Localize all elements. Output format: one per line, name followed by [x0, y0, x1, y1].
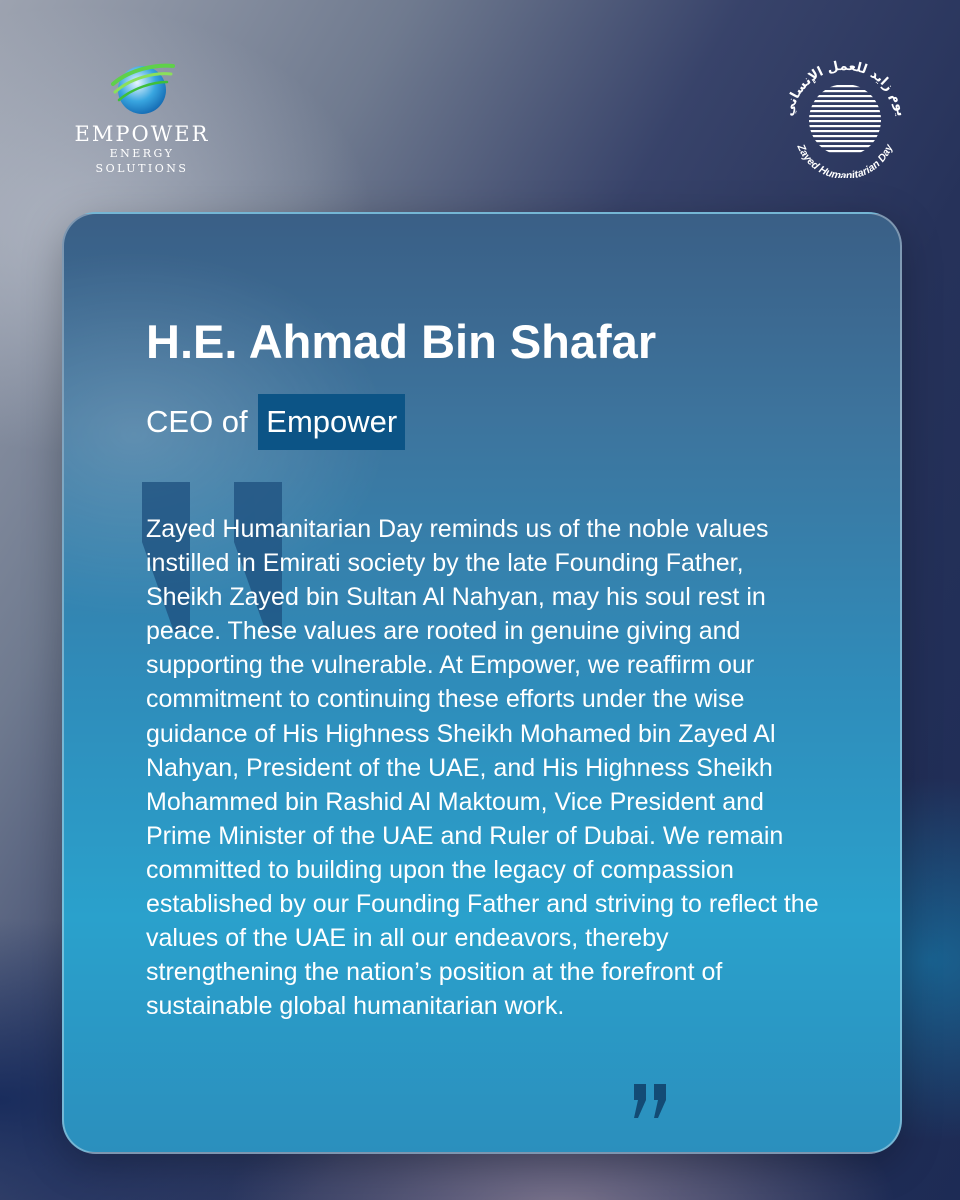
- role-company-highlight: Empower: [258, 394, 405, 450]
- close-quote-icon: [632, 1084, 672, 1118]
- empower-globe-icon: [107, 56, 177, 120]
- zayed-arabic-text: يوم زايد للعمل الإنساني: [781, 58, 909, 118]
- empower-logo: [52, 56, 232, 186]
- empower-wordmark: EMPOWER: [74, 122, 210, 146]
- quote-card: [62, 212, 902, 1154]
- empower-subtitle-line1: ENERGY: [109, 147, 175, 160]
- quote-text: Zayed Humanitarian Day reminds us of the noble values instilled in Emirati society by the late Founding Father, Sheikh Zayed bin Sultan Al Nahyan, may his soul rest in peace. These values are rooted in genuine giving and supporting the vulnerable. At Empower, we reaffirm our commitment to continuing these efforts under the wise guidance of His Highness Sheikh Mohamed bin Zayed Al Nahyan, President of the UAE, and His Highness Sheikh Mohammed bin Rashid Al Maktoum, Vice President and Prime Minister of the UAE and Ruler of Dubai. We remain committed to building upon the legacy of compassion established by our Founding Father and striving to reflect the values of the UAE in all our endeavors, thereby strengthening the nation’s position at the forefront of sustainable global humanitarian work.: [146, 515, 819, 1021]
- zayed-humanitarian-day-logo: [770, 48, 920, 178]
- svg-text:يوم زايد للعمل الإنساني: [781, 59, 908, 118]
- role-prefix: CEO of: [146, 404, 248, 439]
- speaker-role: [146, 394, 405, 450]
- zayed-english-text: Zayed Humanitarian Day: [794, 142, 896, 178]
- empower-subtitle-line2: SOLUTIONS: [95, 162, 189, 175]
- speaker-name: H.E. Ahmad Bin Shafar: [146, 315, 657, 368]
- zayed-seal-icon: [770, 48, 920, 178]
